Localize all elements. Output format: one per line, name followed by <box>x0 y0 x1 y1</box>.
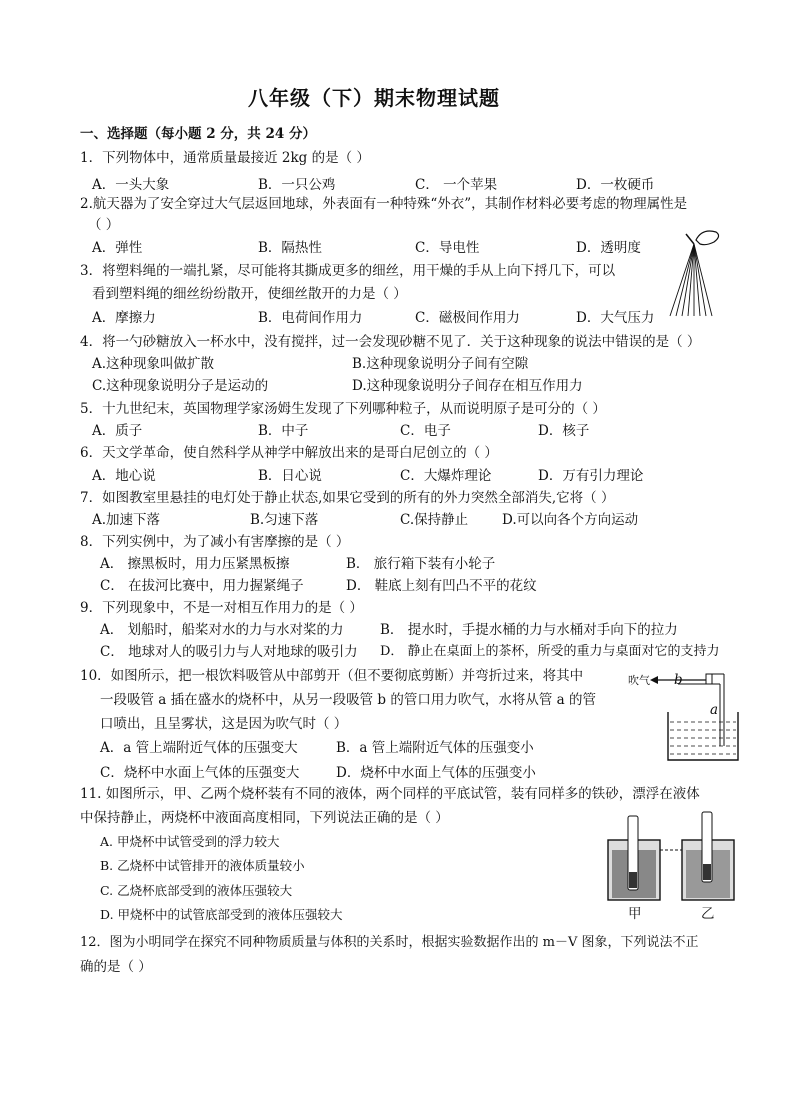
section-heading: 一、选择题（每小题 2 分，共 24 分） <box>80 126 316 142</box>
q4-option-c: C.这种现象说明分子是运动的 <box>92 378 269 394</box>
q3-option-b: B．电荷间作用力 <box>258 310 363 326</box>
floating-tubes-figure <box>604 810 744 920</box>
q11-stem: 11. 如图所示，甲、乙两个烧杯装有不同的液体，两个同样的平底试管，装有同样多的铁砂，漂浮在液体 <box>80 786 700 802</box>
straw-beaker-figure <box>628 664 748 774</box>
q5-option-c: C．电子 <box>400 423 451 439</box>
q11-option-c: C. 乙烧杯底部受到的液体压强较大 <box>100 883 293 898</box>
q2-option-d: D．透明度 <box>576 240 641 256</box>
q5-stem: 5．十九世纪末，英国物理学家汤姆生发现了下列哪种粒子，从而说明原子是可分的（ ） <box>80 401 606 417</box>
q4-option-d: D.这种现象说明分子间存在相互作用力 <box>352 378 583 394</box>
q9-option-a: A． 划船时，船桨对水的力与水对桨的力 <box>100 622 344 638</box>
q1-option-d: D．一枚硬币 <box>576 177 655 193</box>
q11-stem-cont: 中保持静止，两烧杯中液面高度相同，下列说法正确的是（ ） <box>80 810 449 826</box>
q8-option-c: C． 在拔河比赛中，用力握紧绳子 <box>100 578 304 594</box>
q6-option-c: C．大爆炸理论 <box>400 468 492 484</box>
q4-stem: 4．将一勺砂糖放入一杯水中，没有搅拌，过一会发现砂糖不见了．关于这种现象的说法中错误的是（ ） <box>80 334 701 350</box>
straw-a-label: a <box>710 702 719 718</box>
q9-option-d: D． 静止在桌面上的茶杯，所受的重力与桌面对它的支持力 <box>380 644 720 659</box>
q11-option-b: B. 乙烧杯中试管排开的液体质量较小 <box>100 858 305 873</box>
q10-option-a: A．a 管上端附近气体的压强变大 <box>100 740 298 756</box>
q11-option-a: A. 甲烧杯中试管受到的浮力较大 <box>100 834 280 849</box>
q7-option-b: B.匀速下落 <box>250 512 319 528</box>
q8-option-a: A． 擦黑板时，用力压紧黑板擦 <box>100 556 290 572</box>
q12-stem: 12．图为小明同学在探究不同种物质质量与体积的关系时，根据实验数据作出的 m－V 图象，下列说法不正 <box>80 935 699 950</box>
q10-stem-cont2: 口喷出，且呈雾状，这是因为吹气时（ ） <box>100 716 348 732</box>
q9-option-b: B． 提水时，手提水桶的力与水桶对手向下的拉力 <box>380 622 678 638</box>
q6-option-d: D．万有引力理论 <box>538 468 644 484</box>
q10-option-d: D．烧杯中水面上气体的压强变小 <box>336 765 536 781</box>
q4-option-b: B.这种现象说明分子间有空隙 <box>352 356 529 372</box>
q2-stem-cont: （ ） <box>88 217 120 233</box>
q1-option-c: C． 一个苹果 <box>415 177 498 193</box>
q10-option-b: B．a 管上端附近气体的压强变小 <box>336 740 534 756</box>
q5-option-d: D．核子 <box>538 423 590 439</box>
plastic-rope-figure <box>666 220 726 320</box>
q9-option-c: C． 地球对人的吸引力与人对地球的吸引力 <box>100 644 358 660</box>
beaker-yi-label: 乙 <box>701 906 715 922</box>
q10-stem-cont: 一段吸管 a 插在盛水的烧杯中，从另一段吸管 b 的管口用力吹气，水将从管 a 的管 <box>100 692 596 708</box>
q5-option-b: B．中子 <box>258 423 309 439</box>
q2-stem: 2.航天器为了安全穿过大气层返回地球，外表面有一种特殊“外衣”，其制作材料必要考虑的物理属性是 <box>80 196 688 212</box>
q1-option-a: A．一头大象 <box>92 177 170 193</box>
q1-stem: 1．下列物体中，通常质量最接近 2kg 的是（ ） <box>80 150 370 166</box>
q7-option-c: C.保持静止 <box>400 512 469 528</box>
q2-option-c: C．导电性 <box>415 240 480 256</box>
q9-stem: 9．下列现象中，不是一对相互作用力的是（ ） <box>80 600 363 616</box>
q6-option-b: B．日心说 <box>258 468 322 484</box>
q6-stem: 6．天文学革命，使自然科学从神学中解放出来的是哥白尼创立的（ ） <box>80 445 498 461</box>
q3-option-a: A．摩擦力 <box>92 310 156 326</box>
q8-stem: 8．下列实例中，为了减小有害摩擦的是（ ） <box>80 534 350 550</box>
q2-option-a: A．弹性 <box>92 240 143 256</box>
q4-option-a: A.这种现象叫做扩散 <box>92 356 215 372</box>
q10-stem: 10．如图所示，把一根饮料吸管从中部剪开（但不要彻底剪断）并弯折过来，将其中 <box>80 668 584 684</box>
q10-option-c: C．烧杯中水面上气体的压强变大 <box>100 765 300 781</box>
q8-option-b: B． 旅行箱下装有小轮子 <box>346 556 496 572</box>
straw-b-label: b <box>674 672 683 688</box>
q5-option-a: A．质子 <box>92 423 143 439</box>
blow-label: 吹气 <box>628 674 650 687</box>
q7-option-d: D.可以向各个方向运动 <box>502 512 639 528</box>
q1-option-b: B．一只公鸡 <box>258 177 336 193</box>
q7-stem: 7．如图教室里悬挂的电灯处于静止状态,如果它受到的所有的外力突然全部消失,它将（ ） <box>80 490 615 506</box>
q3-stem: 3．将塑料绳的一端扎紧，尽可能将其撕成更多的细丝，用干燥的手从上向下捋几下，可以 <box>80 263 616 279</box>
q3-option-c: C．磁极间作用力 <box>415 310 520 326</box>
q7-option-a: A.加速下落 <box>92 512 161 528</box>
q6-option-a: A．地心说 <box>92 468 156 484</box>
beaker-jia-label: 甲 <box>628 906 642 922</box>
q8-option-d: D． 鞋底上刻有凹凸不平的花纹 <box>346 578 537 594</box>
q12-stem-cont: 确的是（ ） <box>80 959 152 975</box>
q3-stem-cont: 看到塑料绳的细丝纷纷散开，使细丝散开的力是（ ） <box>92 286 407 302</box>
q11-option-d: D. 甲烧杯中的试管底部受到的液体压强较大 <box>100 907 343 922</box>
q3-option-d: D．大气压力 <box>576 310 655 326</box>
page-title: 八年级（下）期末物理试题 <box>248 86 500 110</box>
q2-option-b: B．隔热性 <box>258 240 322 256</box>
